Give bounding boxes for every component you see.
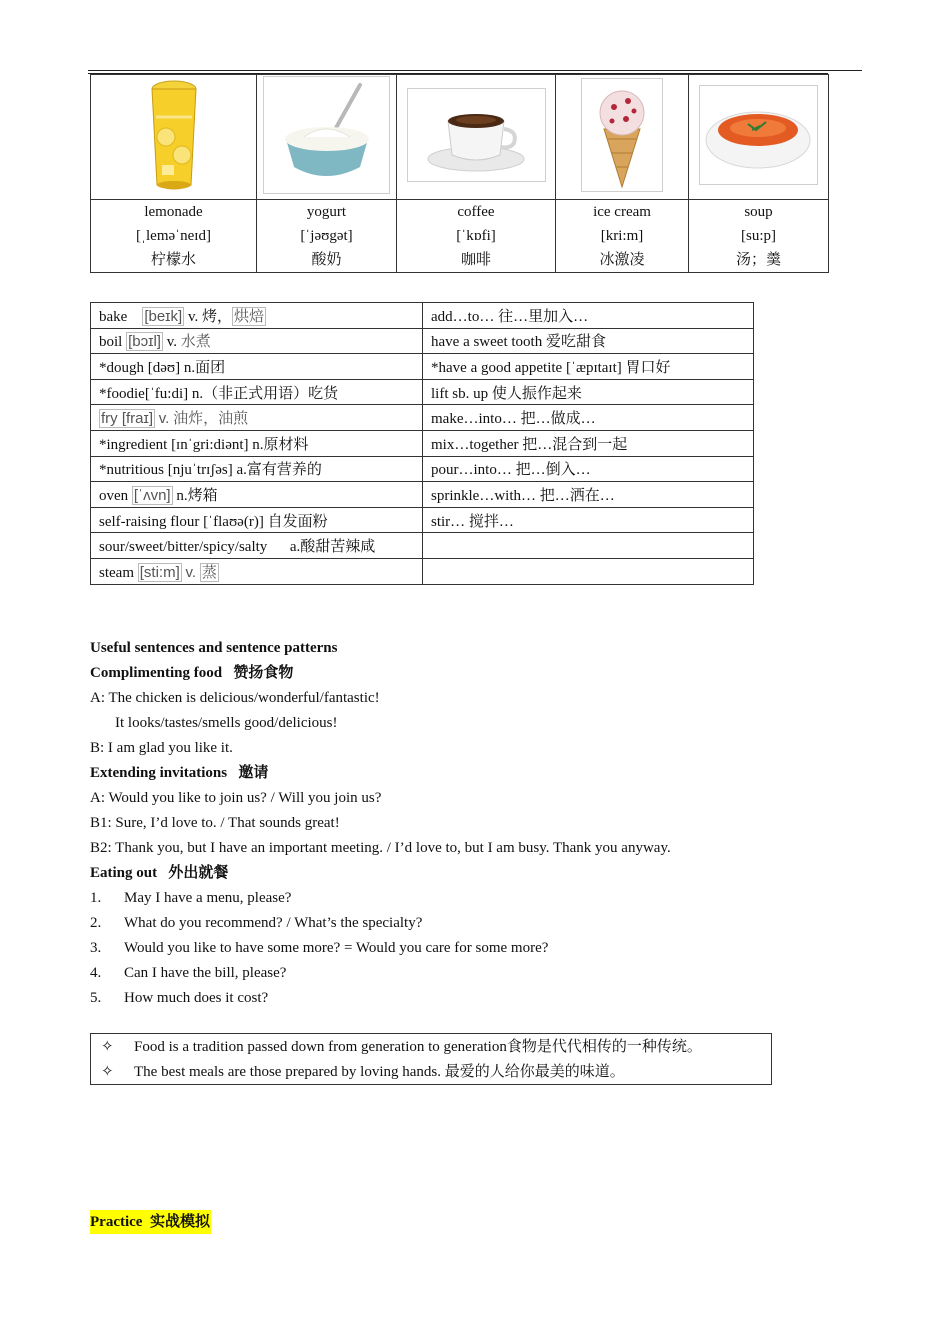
vocab-cell: steam [sti:m] v. 蒸 — [91, 558, 423, 584]
table-row — [91, 507, 754, 533]
list-item: 3. Would you like to have some more? = Would you care for some more? — [90, 940, 549, 956]
vocab-cell: pour…into… 把…倒入… — [423, 456, 754, 482]
sentence-line: A: Would you like to join us? / Will you join us? — [90, 790, 382, 806]
food-name: soup — [744, 204, 773, 220]
table-row — [91, 379, 754, 405]
food-word-cell — [397, 200, 556, 273]
yogurt-bowl-icon — [263, 76, 390, 194]
lemonade-glass-icon — [144, 77, 204, 193]
sentence-line: B1: Sure, I’d love to. / That sounds great! — [90, 815, 340, 831]
list-item: 5. How much does it cost? — [90, 990, 269, 1006]
section-heading: Useful sentences and sentence patterns — [90, 640, 338, 656]
coffee-cup-icon — [407, 88, 546, 182]
sentence-line: It looks/tastes/smells good/delicious! — [115, 715, 338, 731]
food-words-row — [91, 200, 829, 273]
vocab-cell: stir… 搅拌… — [423, 507, 754, 533]
soup-bowl-icon — [699, 85, 818, 185]
food-name: coffee — [457, 204, 495, 220]
list-item: 1. May I have a menu, please? — [90, 890, 292, 906]
quote-line: ✧ The best meals are those prepared by loving hands. 最爱的人给你最美的味道。 — [91, 1059, 771, 1084]
food-word-cell — [689, 200, 829, 273]
food-chinese: 酸奶 — [311, 252, 342, 268]
sentence-line: A: The chicken is delicious/wonderful/fantastic! — [90, 690, 380, 706]
vocab-cell: *dough [dəʊ] n.面团 — [91, 354, 423, 380]
table-row — [91, 558, 754, 584]
food-cell — [91, 75, 257, 200]
subheading-eating-out: Eating out 外出就餐 — [90, 865, 229, 881]
food-images-row — [91, 75, 829, 200]
vocab-cell: self-raising flour [ˈflaʊə(r)] 自发面粉 — [91, 507, 423, 533]
vocab-cell: *foodie[ˈfu:di] n.（非正式用语）吃货 — [91, 379, 423, 405]
subheading-invitations: Extending invitations 邀请 — [90, 765, 269, 781]
star-bullet-icon: ✧ — [101, 1062, 114, 1080]
table-row — [91, 430, 754, 456]
table-row — [91, 328, 754, 354]
practice-heading: Practice 实战模拟 — [90, 1210, 211, 1234]
table-row — [91, 405, 754, 431]
food-name: ice cream — [593, 204, 651, 220]
subheading-complimenting: Complimenting food 赞扬食物 — [90, 665, 294, 681]
vocab-cell — [423, 558, 754, 584]
ice-cream-cone-icon — [581, 78, 663, 192]
table-row — [91, 354, 754, 380]
vocab-cell: lift sb. up 使人振作起来 — [423, 379, 754, 405]
vocab-cell — [423, 533, 754, 559]
vocabulary-table — [90, 302, 754, 585]
food-word-cell — [257, 200, 397, 273]
vocab-cell: bake [beɪk] v. 烤， 烘焙 — [91, 303, 423, 329]
vocab-cell: oven [ˈʌvn] n.烤箱 — [91, 482, 423, 508]
vocab-cell: *have a good appetite [ˈæpɪtaɪt] 胃口好 — [423, 354, 754, 380]
vocab-cell: add…to… 往…里加入… — [423, 303, 754, 329]
vocab-cell: have a sweet tooth 爱吃甜食 — [423, 328, 754, 354]
food-name: yogurt — [306, 204, 347, 220]
useful-sentences-section — [90, 636, 890, 1011]
food-cell — [257, 75, 397, 200]
table-row — [91, 482, 754, 508]
food-phonetic: [ˌleməˈneɪd] — [136, 228, 211, 244]
food-chinese: 汤；羹 — [735, 252, 781, 268]
sentence-line: B: I am glad you like it. — [90, 740, 233, 756]
food-cell — [556, 75, 689, 200]
sentence-line: B2: Thank you, but I have an important meeting. / I’d love to, but I am busy. Thank you anyway. — [90, 840, 671, 856]
vocab-cell: *nutritious [njuˈtrɪʃəs] a.富有营养的 — [91, 456, 423, 482]
food-phonetic: [ˈjəʊgət] — [300, 228, 353, 244]
vocab-cell: sour/sweet/bitter/spicy/salty a.酸甜苦辣咸 — [91, 533, 423, 559]
vocab-cell: fry [fraɪ] v. 油炸，油煎 — [91, 405, 423, 431]
food-name: lemonade — [144, 204, 203, 220]
vocab-cell: make…into… 把…做成… — [423, 405, 754, 431]
vocab-cell: sprinkle…with… 把…洒在… — [423, 482, 754, 508]
list-item: 2. What do you recommend? / What’s the specialty? — [90, 915, 423, 931]
food-chinese: 冰激凌 — [599, 252, 645, 268]
food-word-cell — [556, 200, 689, 273]
top-rule — [88, 70, 862, 71]
table-row — [91, 303, 754, 329]
vocab-cell: boil [bɔɪl] v. 水煮 — [91, 328, 423, 354]
table-row — [91, 456, 754, 482]
food-word-cell — [91, 200, 257, 273]
food-chinese: 咖啡 — [460, 252, 491, 268]
food-phonetic: [su:p] — [741, 228, 776, 244]
food-cell — [397, 75, 556, 200]
quote-line: ✧ Food is a tradition passed down from generation to generation食物是代代相传的一种传统。 — [91, 1034, 771, 1059]
star-bullet-icon: ✧ — [101, 1037, 114, 1055]
food-cell — [689, 75, 829, 200]
quote-box — [90, 1033, 772, 1085]
list-item: 4. Can I have the bill, please? — [90, 965, 287, 981]
food-phonetic: [kri:m] — [600, 228, 644, 244]
food-picture-table — [90, 74, 829, 273]
vocab-cell: mix…together 把…混合到一起 — [423, 430, 754, 456]
food-chinese: 柠檬水 — [150, 252, 196, 268]
table-row — [91, 533, 754, 559]
vocab-cell: *ingredient [ɪnˈgri:diənt] n.原材料 — [91, 430, 423, 456]
food-phonetic: [ˈkɒfi] — [456, 228, 496, 244]
